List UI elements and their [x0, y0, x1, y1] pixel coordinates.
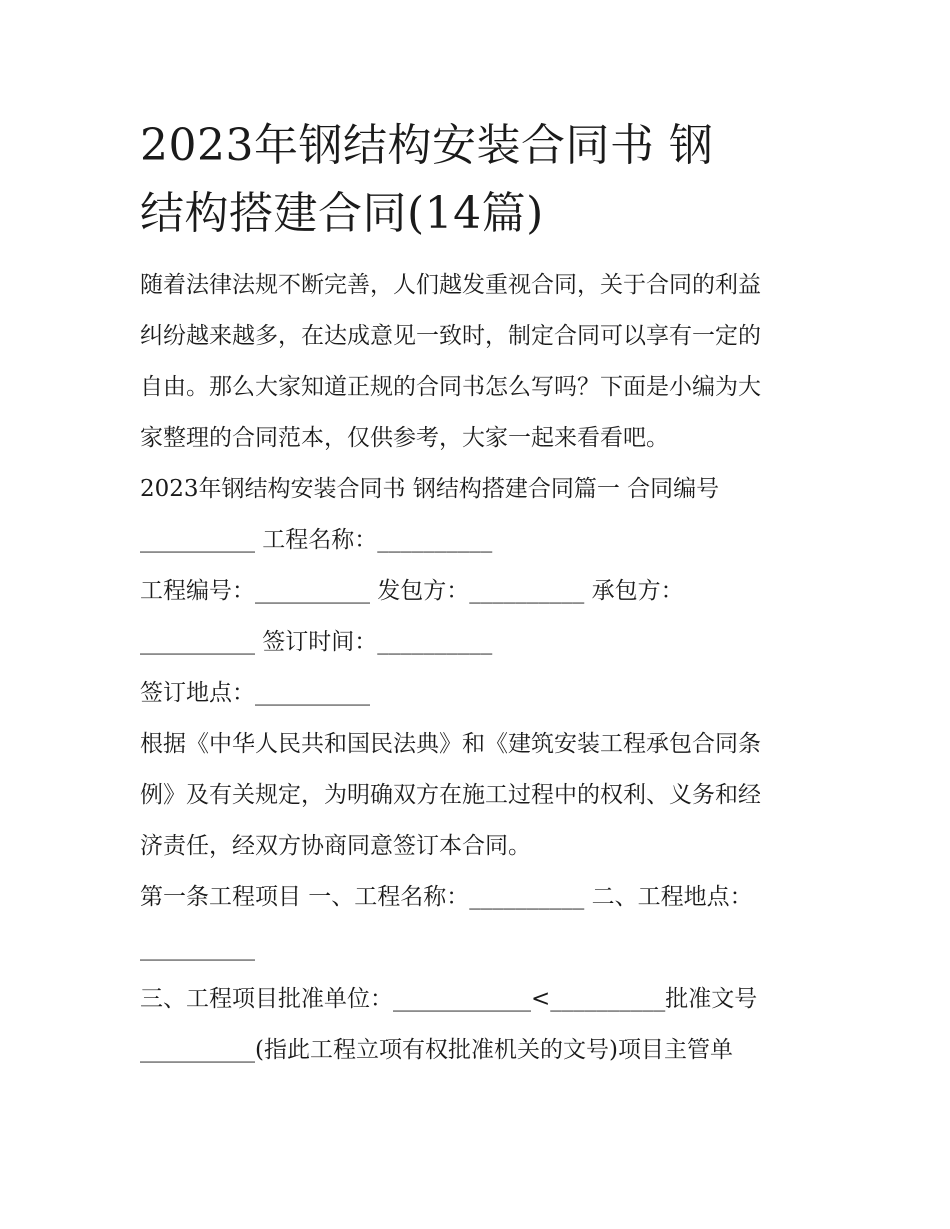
body-line: 签订地点：__________: [140, 680, 370, 706]
body-line: __________ 签订时间：__________: [140, 629, 493, 655]
body-line: 例》及有关规定，为明确双方在施工过程中的权利、义务和经: [140, 782, 761, 808]
body-line: __________(指此工程立项有权批准机关的文号)项目主管单: [140, 1037, 733, 1063]
body-line: 工程编号：__________ 发包方：__________ 承包方：: [140, 578, 684, 604]
body-line: 2023年钢结构安装合同书 钢结构搭建合同篇一 合同编号: [140, 476, 720, 502]
title-line-2: 结构搭建合同(14篇): [140, 188, 544, 239]
body-line: __________ 工程名称：__________: [140, 527, 493, 553]
intro-line: 家整理的合同范本，仅供参考，大家一起来看看吧。: [140, 425, 669, 451]
intro-line: 随着法律法规不断完善，人们越发重视合同，关于合同的利益: [140, 272, 761, 298]
contract-body: [140, 464, 820, 1076]
intro-paragraph: [140, 260, 820, 464]
title-line-1: 2023年钢结构安装合同书 钢: [140, 120, 714, 171]
body-line: 根据《中华人民共和国民法典》和《建筑安装工程承包合同条: [140, 731, 761, 757]
body-line: 第一条工程项目 一、工程名称：__________ 二、工程地点：: [140, 884, 753, 910]
body-line: __________: [140, 935, 255, 961]
document-title: [140, 112, 820, 248]
intro-line: 纠纷越来越多，在达成意见一致时，制定合同可以享有一定的: [140, 323, 761, 349]
body-line: 济责任，经双方协商同意签订本合同。: [140, 833, 531, 859]
body-line: 三、工程项目批准单位：____________<__________批准文号: [140, 986, 758, 1012]
document-content: [140, 112, 820, 1076]
intro-line: 自由。那么大家知道正规的合同书怎么写吗？下面是小编为大: [140, 374, 761, 400]
